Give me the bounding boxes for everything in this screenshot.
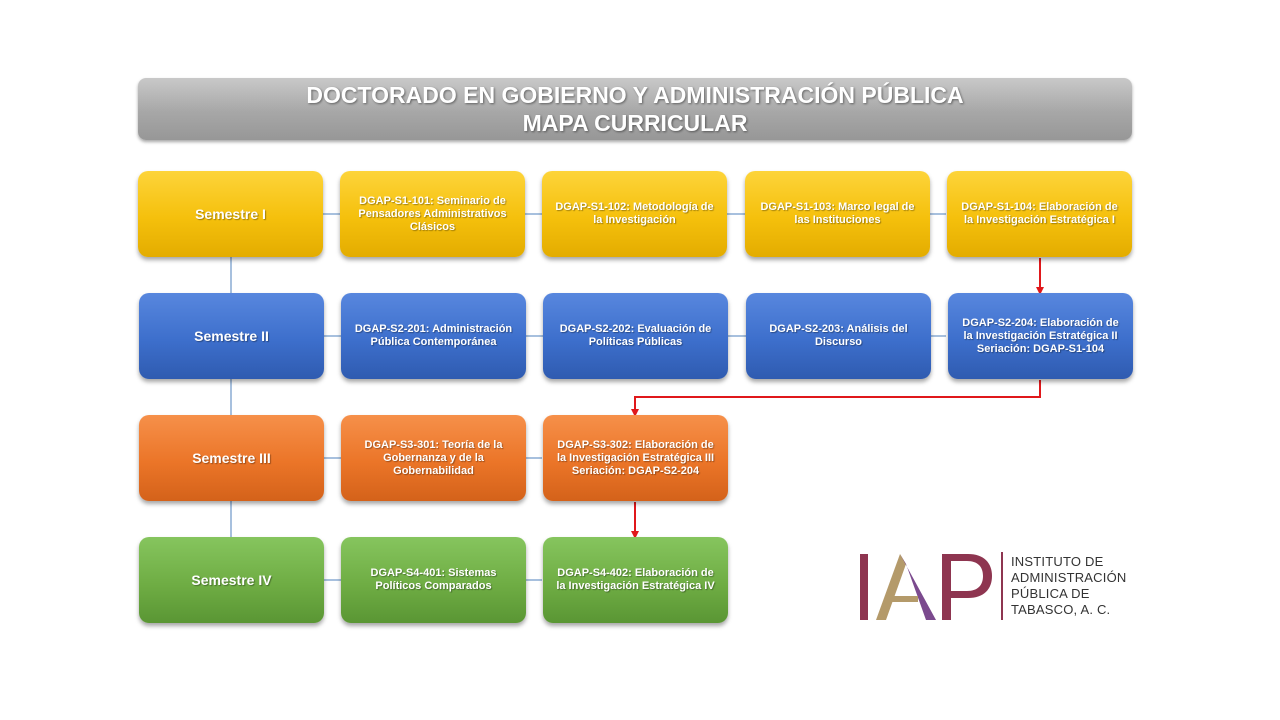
course-dgap-s1-103: DGAP-S1-103: Marco legal de las Instituciones	[745, 171, 930, 257]
course-dgap-s2-201: DGAP-S2-201: Administración Pública Contemporánea	[341, 293, 526, 379]
logo-line-1: INSTITUTO DE	[1011, 554, 1104, 569]
title-line-2: MAPA CURRICULAR	[522, 110, 748, 136]
iap-logo	[858, 548, 1138, 626]
iap-logo-mark-icon	[858, 548, 994, 624]
semester-3-box: Semestre III	[139, 415, 324, 501]
course-dgap-s2-202: DGAP-S2-202: Evaluación de Políticas Públicas	[543, 293, 728, 379]
course-dgap-s2-203: DGAP-S2-203: Análisis del Discurso	[746, 293, 931, 379]
logo-divider	[1001, 552, 1003, 620]
semester-4-box: Semestre IV	[139, 537, 324, 623]
course-dgap-s3-301: DGAP-S3-301: Teoría de la Gobernanza y de la Gobernabilidad	[341, 415, 526, 501]
logo-line-4: TABASCO, A. C.	[1011, 602, 1111, 617]
diagram-title	[138, 78, 1132, 140]
course-dgap-s1-102: DGAP-S1-102: Metodología de la Investigación	[542, 171, 727, 257]
course-dgap-s3-302: DGAP-S3-302: Elaboración de la Investigación Estratégica III Seriación: DGAP-S2-204	[543, 415, 728, 501]
seriation-arrow-s2-204-to-s3-302	[635, 380, 1040, 413]
logo-line-3: PÚBLICA DE	[1011, 586, 1090, 601]
course-dgap-s4-402: DGAP-S4-402: Elaboración de la Investigación Estratégica IV	[543, 537, 728, 623]
course-dgap-s1-104: DGAP-S1-104: Elaboración de la Investigación Estratégica I	[947, 171, 1132, 257]
logo-institution-name	[1011, 554, 1141, 618]
course-dgap-s1-101: DGAP-S1-101: Seminario de Pensadores Administrativos Clásicos	[340, 171, 525, 257]
semester-1-box: Semestre I	[138, 171, 323, 257]
course-dgap-s2-204: DGAP-S2-204: Elaboración de la Investigación Estratégica II Seriación: DGAP-S1-104	[948, 293, 1133, 379]
logo-line-2: ADMINISTRACIÓN	[1011, 570, 1127, 585]
course-dgap-s4-401: DGAP-S4-401: Sistemas Políticos Comparados	[341, 537, 526, 623]
title-line-1: DOCTORADO EN GOBIERNO Y ADMINISTRACIÓN PÚBLICA	[306, 82, 964, 108]
semester-2-box: Semestre II	[139, 293, 324, 379]
